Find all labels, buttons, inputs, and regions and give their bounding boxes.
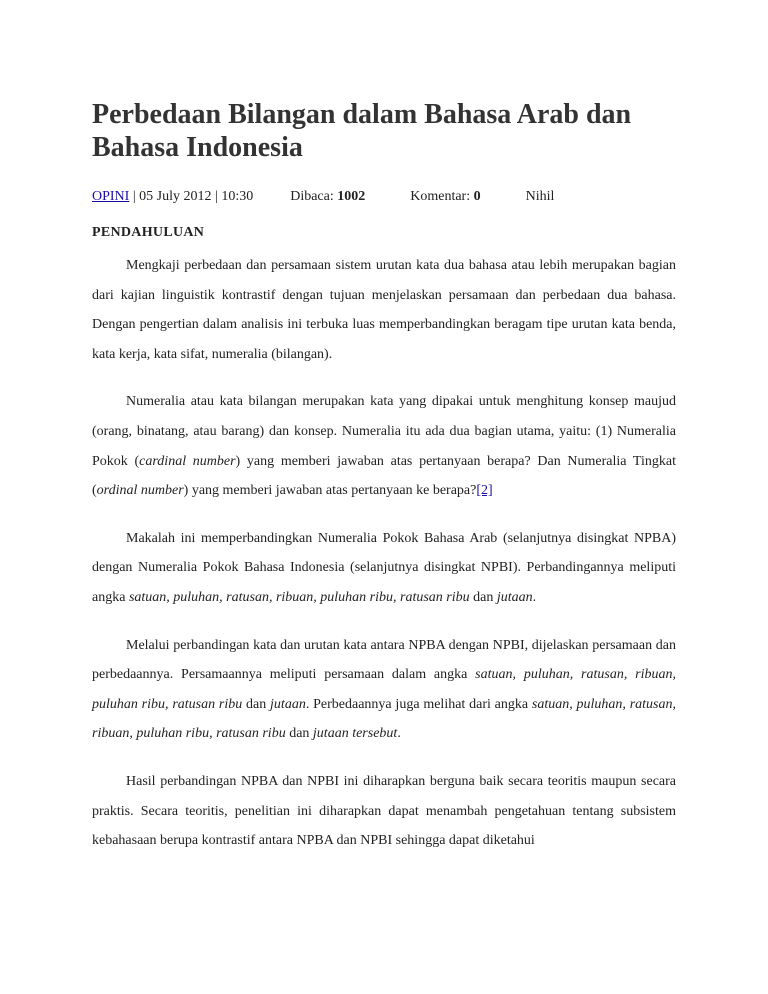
category-link[interactable]: OPINI xyxy=(92,189,130,204)
emphasis-terms: satuan, puluhan, ratusan, ribuan, puluhan ribu, ratusan ribu xyxy=(128,589,470,605)
publish-time: 10:30 xyxy=(221,189,254,204)
article-meta xyxy=(92,188,676,206)
emphasis-jutaan-tersebut: jutaan tersebut xyxy=(312,726,398,742)
article-title: Perbedaan Bilangan dalam Bahasa Arab dan Bahasa Indonesia xyxy=(92,99,632,163)
views-label: Dibaca: xyxy=(290,189,334,204)
meta-separator: | xyxy=(211,189,222,204)
comments-count: 0 xyxy=(473,189,481,204)
paragraph-1: Mengkaji perbedaan dan persamaan sistem urutan kata dua bahasa atau lebih merupakan bagian dari kajian linguistik kontrastif dengan tujuan menjelaskan persamaan dan perbedaan dua bahasa. Dengan pengertian dalam analisis ini terbuka luas memperbandingkan beragam tipe urutan kata benda, kata kerja, kata sifat, numeralia (bilangan). xyxy=(92,258,676,362)
emphasis-jutaan: jutaan xyxy=(270,696,306,712)
comments-label: Komentar: xyxy=(410,189,471,204)
paragraph-3: Makalah ini memperbandingkan Numeralia Pokok Bahasa Arab (selanjutnya disingkat NPBA) dengan Numeralia Pokok Bahasa Indonesia (selanjutnya disingkat NPBI). Perbandingannya meliputi angka satuan, puluhan, ratusan, ribuan, puluhan ribu, ratusan ribu dan jutaan. xyxy=(92,530,676,605)
emphasis-jutaan: jutaan xyxy=(496,589,533,605)
article xyxy=(92,98,676,856)
section-heading: PENDAHULUAN xyxy=(92,225,205,240)
emphasis-terms: satuan, puluhan, ratusan, ribuan, puluhan ribu, ratusan ribu xyxy=(92,696,676,742)
meta-separator: | xyxy=(129,189,140,204)
paragraph-4: Melalui perbandingan kata dan urutan kata antara NPBA dengan NPBI, dijelaskan persamaan dan perbedaannya. Persamaannya meliputi persamaan dalam angka satuan, puluhan, ratusan, ribuan, puluhan ribu, ratusan ribu dan jutaan. Perbedaannya juga melihat dari angka satuan, puluhan, ratusan, ribuan, puluhan ribu, ratusan ribu dan jutaan tersebut. xyxy=(92,637,676,742)
paragraph-2: Numeralia atau kata bilangan merupakan kata yang dipakai untuk menghitung konsep maujud (orang, binatang, atau barang) dan konsep. Numeralia itu ada dua bagian utama, yaitu: (1) Numeralia Pokok (cardinal number) yang memberi jawaban atas pertanyaan berapa? Dan Numeralia Tingkat (ordinal number) yang memberi jawaban atas pertanyaan ke berapa?[2] xyxy=(92,394,676,499)
emphasis-ordinal: ordinal number xyxy=(96,483,184,499)
emphasis-terms: satuan, puluhan, ratusan, ribuan, puluhan ribu, ratusan ribu xyxy=(92,667,676,712)
rating-text: Nihil xyxy=(525,189,555,204)
paragraph-5: Hasil perbandingan NPBA dan NPBI ini diharapkan berguna baik secara teoritis maupun secara praktis. Secara teoritis, penelitian ini diharapkan dapat menambah pengetahuan tentang subsistem kebahasaan berupa kontrastif antara NPBA dan NPBI sehingga dapat diketahui xyxy=(92,773,676,849)
emphasis-cardinal: cardinal number xyxy=(139,453,236,469)
views-count: 1002 xyxy=(337,189,366,204)
footnote-link[interactable]: [2] xyxy=(476,483,493,499)
publish-date: 05 July 2012 xyxy=(139,189,212,204)
